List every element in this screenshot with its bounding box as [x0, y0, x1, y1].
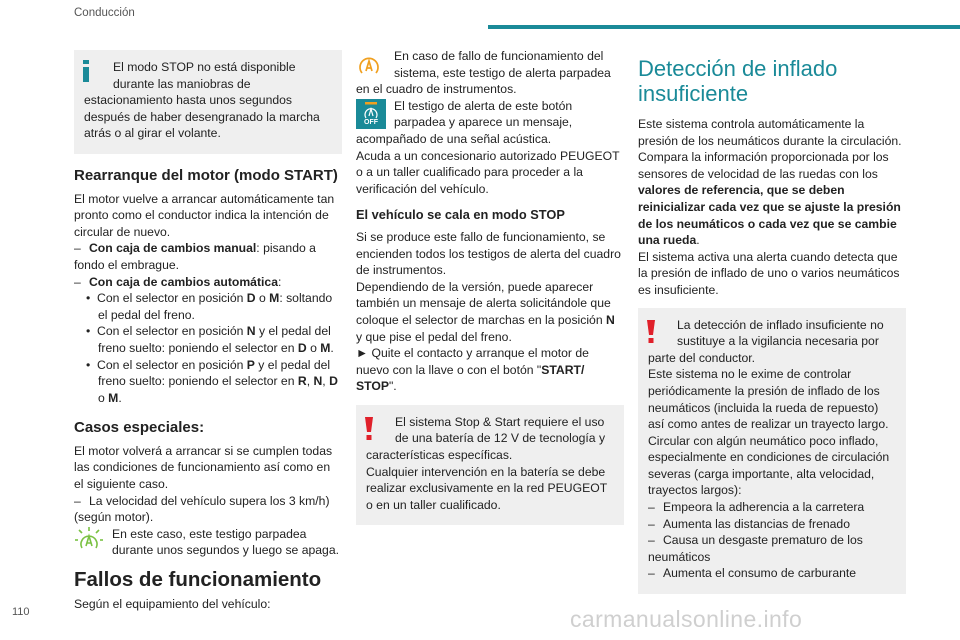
auto-bullet-3: • Con el selector en posición P y el pedal del freno suelto: poniendo el selector en R, N, D o M.	[86, 357, 338, 405]
off-rest: acompañado de una señal acústica.	[356, 131, 552, 146]
fault-alert-row	[356, 48, 624, 98]
info-box	[74, 50, 342, 154]
tpms-p3: El sistema activa una alerta cuando detecta que la presión de inflado de uno o varios neumáticos es insuficiente.	[638, 249, 900, 297]
list-item: – Aumenta las distancias de frenado	[648, 516, 850, 531]
list-item: – Empeora la adherencia a la carretera	[648, 500, 865, 515]
stall-p2: Dependiendo de la versión, puede aparecer también un mensaje de alerta solicitándole que coloque el selector de marchas en la posición N y que pise el pedal del freno.	[356, 279, 615, 344]
info-icon	[82, 60, 90, 82]
faults-heading: Fallos de funcionamiento	[74, 568, 322, 592]
stop-start-blink-icon	[74, 526, 104, 554]
arrow-icon: ►	[356, 346, 369, 361]
tpms-warn-rest: parte del conductor.	[648, 350, 756, 365]
auto-bullet-2: • Con el selector en posición N y el pedal del freno suelto: poniendo el selector en D o M.	[86, 324, 334, 355]
tpms-warn-p3: Circular con algún neumático poco inflado, especialmente en condiciones de circulación severas (carga importante, alta velocidad, trayectos largos):	[648, 433, 890, 498]
page-number: 110	[12, 606, 30, 618]
fault-line-1: En caso de fallo de funcionamiento del	[394, 49, 604, 63]
header-accent-bar	[488, 25, 960, 29]
tpms-warning-box	[638, 308, 906, 595]
stall-heading: El vehículo se cala en modo STOP	[356, 207, 565, 223]
tpms-warn-p2: Este sistema no le exime de controlar periódicamente la presión de inflado de los neumáticos (incluida la rueda de repuesto) así como antes de realizar un trayecto largo.	[648, 367, 889, 432]
column-1	[74, 48, 342, 612]
battery-line-1: El sistema Stop & Start requiere el uso	[395, 414, 605, 429]
restart-manual: – Con caja de cambios manual: pisando a fondo el embrague.	[74, 241, 316, 272]
tpms-p1: Este sistema controla automáticamente la presión de los neumáticos durante la circulación.	[638, 117, 902, 148]
off-label: OFF	[364, 118, 378, 126]
tpms-warn-line-2: sustituye a la vigilancia necesaria por	[677, 334, 879, 349]
tpms-warn-line-1: La detección de inflado insuficiente no	[677, 317, 884, 332]
battery-warning-box	[356, 405, 624, 526]
manual-label: Con caja de cambios manual	[89, 241, 257, 256]
auto-label: Con caja de cambios automática	[89, 274, 278, 289]
faults-text: Según el equipamiento del vehículo:	[74, 596, 271, 611]
special-heading: Casos especiales:	[74, 419, 205, 437]
dealer-text: Acuda a un concesionario autorizado PEUGEOT o a un taller cualificado para proceder a la verificación del vehículo.	[356, 148, 620, 196]
special-text: El motor volverá a arrancar si se cumplen todas las condiciones de funcionamiento así como en el siguiente caso.	[74, 443, 333, 492]
info-rest: estacionamiento hasta unos segundos después de haber desengranado la marcha atrás o al girar el volante.	[84, 93, 320, 141]
running-header: Conducción	[74, 7, 135, 19]
info-line-1: El modo STOP no está disponible	[113, 60, 296, 74]
eco-line-1: En este caso, este testigo parpadea	[112, 526, 307, 541]
fault-rest: sistema, este testigo de alerta parpadea en el cuadro de instrumentos.	[356, 65, 611, 97]
off-line-1: El testigo de alerta de este botón	[394, 98, 573, 113]
battery-line-2: de una batería de 12 V de tecnología y	[395, 431, 606, 446]
restart-heading: Rearranque del motor (modo START)	[74, 166, 338, 184]
auto-bullet-1: • Con el selector en posición D o M: soltando el pedal del freno.	[86, 291, 333, 322]
warning-icon	[364, 417, 374, 441]
battery-rest: características específicas.	[366, 448, 513, 463]
manual-text: : pisando a fondo el embrague.	[74, 241, 316, 272]
off-line-2: parpadea y aparece un mensaje,	[394, 115, 573, 130]
stall-p1: Si se produce este fallo de funcionamiento, se encienden todos los testigos de alerta del cuadro de instrumentos.	[356, 229, 621, 278]
special-item: – La velocidad del vehículo supera los 3 km/h) (según motor).	[74, 493, 330, 525]
eco-line-2: durante unos segundos y luego se apaga.	[112, 543, 339, 558]
tpms-heading: Detección de inflado insuficiente	[638, 56, 838, 106]
list-item: – Aumenta el consumo de carburante	[648, 566, 857, 581]
warning-icon	[646, 320, 656, 344]
restart-auto: – Con caja de cambios automática:	[74, 274, 282, 289]
stop-start-off-button-icon	[356, 99, 386, 129]
column-2	[356, 48, 624, 525]
eco-warning-row	[74, 526, 342, 559]
off-button-row	[356, 98, 624, 148]
list-item: – Causa un desgaste prematuro de los neumáticos	[648, 533, 863, 564]
info-line-2: durante las maniobras de	[113, 76, 251, 91]
column-3	[638, 48, 906, 594]
watermark: carmanualsonline.info	[570, 606, 803, 632]
stop-start-alert-icon	[356, 52, 382, 78]
battery-p2: Cualquier intervención en la batería se debe realizar exclusivamente en la red PEUGEOT o en un taller cualificado.	[366, 464, 607, 512]
restart-intro: El motor vuelve a arrancar automáticamente tan pronto como el conductor indica la intención de circular de nuevo.	[74, 191, 335, 239]
stall-p3: ► Quite el contacto y arranque el motor de nuevo con la llave o con el botón "START/ STOP".	[356, 346, 589, 394]
tpms-p2: Compara la información proporcionada por los sensores de velocidad de las ruedas con los valores de referencia, que se deben reinicializar cada vez que se ajuste la presión de los neumáticos o cada vez que se cambie una rueda.	[638, 150, 901, 248]
